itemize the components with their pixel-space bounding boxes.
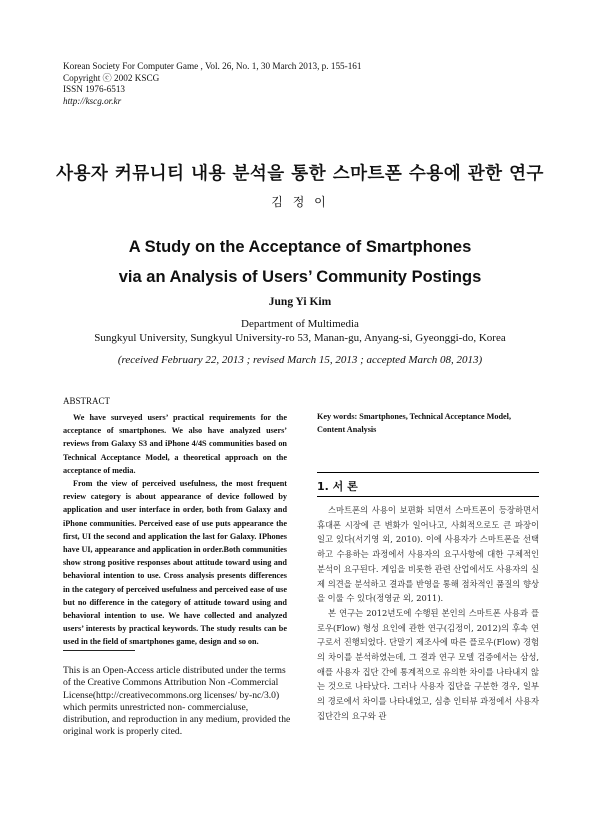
english-author: Jung Yi Kim [268, 296, 332, 308]
footnote-rule [63, 650, 135, 651]
copyright-line: Copyright ⓒ 2002 KSCG [63, 72, 160, 83]
section-heading-introduction: 1. 서 론 [317, 480, 358, 493]
english-title [0, 232, 600, 292]
introduction-body [317, 503, 539, 724]
section-rule-top [317, 472, 539, 473]
section-rule-bottom [317, 496, 539, 497]
abstract-paragraph-1: We have surveyed users’ practical requirements for the acceptance of smartphones. We also have analyzed users’ reviews from Galaxy S3 and iPhone 4/4S communities based on Technical Acceptance Model, a theoretical approach on the acceptance of media. [63, 413, 287, 475]
license-note: This is an Open-Access article distributed under the terms of the Creative Commons Attribution Non -Commercial License(http://creativecommons.org licenses/ by-nc/3.0) which permits unrestricted non- commercialuse, distribution, and reproduction in any medium, provided the original work is properly cited. [63, 665, 291, 738]
journal-url[interactable]: http://kscg.or.kr [63, 95, 122, 106]
introduction-paragraph-2: 본 연구는 2012년도에 수행된 본인의 스마트폰 사용과 플로우(Flow) 형성 요인에 관한 연구(김정이, 2012)의 후속 연구로서 진행되었다. 단말기 제조사에 따른 플로우(Flow) 경험의 차이를 분석하였는데, 그 결과 연구 모델 검증에서는 삼성, 애플 사용자 집단 간에 통계적으로 유의한 차이를 나타내지 않는 것으로 나타났다. 그러나 사용자 집단을 구분한 경우, 일부의 경로에서 차이를 나타내었고, 심층 인터뷰 과정에서 사용자 집단간의 요구와 관 [317, 607, 539, 721]
affiliation [0, 318, 600, 345]
korean-author: 김 정 이 [271, 195, 329, 209]
keywords: Key words: Smartphones, Technical Acceptance Model, Content Analysis [317, 412, 511, 434]
received-dates: (received February 22, 2013 ; revised March 15, 2013 ; accepted March 08, 2013) [117, 354, 483, 366]
introduction-paragraph-1: 스마트폰의 사용이 보편화 되면서 스마트폰이 등장하면서 휴대폰 시장에 큰 변화가 일어나고, 사회적으로도 큰 파장이 일고 있다(서기영 외, 2010). 이에 사용자가 스마트폰을 선택하고 수용하는 과정에서 사용자의 요구사항에 대한 구체적인 분석이 요구된다. 게임을 비롯한 관련 산업에서도 사용자의 실제 의견을 분석하고 결과를 반영을 통해 점차적인 품질의 향상을 이룰 수 있다(정영균 외, 2011). [317, 505, 539, 604]
korean-title: 사용자 커뮤니티 내용 분석을 통한 스마트폰 수용에 관한 연구 [56, 164, 544, 184]
journal-line: Korean Society For Computer Game , Vol. 26, No. 1, 30 March 2013, p. 155-161 [63, 61, 362, 71]
keywords-block [317, 410, 540, 436]
abstract [63, 396, 287, 649]
issn-line: ISSN 1976-6513 [63, 84, 126, 95]
affiliation-department: Department of Multimedia [241, 318, 359, 330]
english-title-line-2: via an Analysis of Users’ Community Postings [118, 268, 482, 286]
journal-header [63, 61, 361, 107]
english-title-line-1: A Study on the Acceptance of Smartphones [128, 238, 472, 256]
abstract-label: ABSTRACT [63, 396, 111, 406]
abstract-paragraph-2: From the view of perceived usefulness, the most frequent review category is about appearance of device followed by application and user interface in order, both from Galaxy and iPhone communities. Perceived ease of use puts appearance the first, UI the second and application the last for Galaxy. IPhones have UI, appearance and application in order.Both communities show strong positive responses about attitude toward using and behavioral intention to use. Cross analysis presents differences in the category of perceived usefulness and perceived ease of use but no difference in the category of attitude toward using and behavioral intention to use. We have collected and analyzed users’ interests by practical keywords. The study results can be used in the field of smartphones game, design and so on. [63, 479, 287, 647]
affiliation-address: Sungkyul University, Sungkyul University-ro 53, Manan-gu, Anyang-si, Gyeonggi-do, Korea [94, 331, 506, 344]
